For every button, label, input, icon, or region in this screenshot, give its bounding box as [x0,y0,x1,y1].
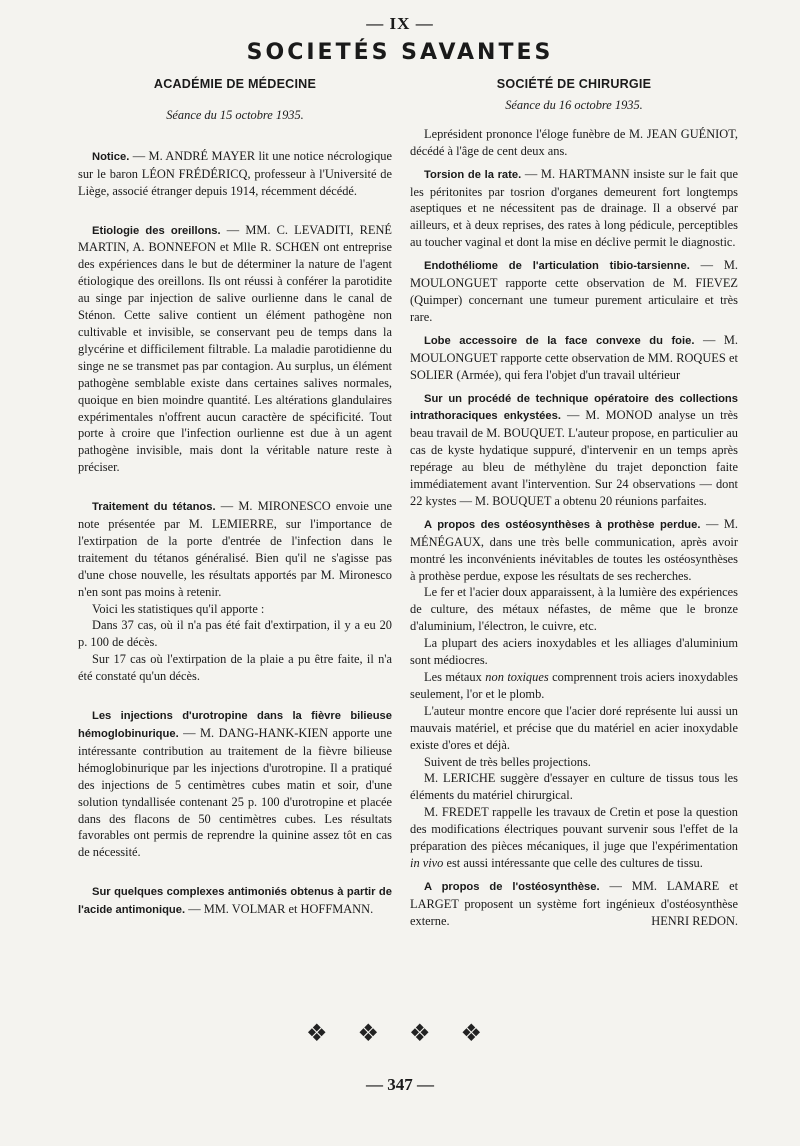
article-text: — M. MONOD analyse un très beau travail de M. BOUQUET. L'auteur propose, en particulier au cas de kyste hydatique suppuré, d'intervenir en un temps après repérage au bleu de méthylène du trajet deponction faite immédiatement avant l'intervention. Sur 24 observations — dont 22 kystes — M. BOUQUET a obtenu 20 réunions parfaites. [410,408,738,508]
academie-seance-date: Séance du 15 octobre 1935. [166,107,304,122]
article-heading: A propos de l'ostéosynthèse. [424,880,600,893]
article-text: La plupart des aciers inoxydables et les alliages d'aluminium sont médiocres. [410,636,738,668]
article-text: Dans 37 cas, où il n'a pas été fait d'extirpation, il y a eu 20 p. 100 de décès. [78,618,392,650]
article-osteosynthese [410,878,738,930]
article-heading: Lobe accessoire de la face convexe du foie. [424,334,695,347]
italic-run: non toxiques [485,670,549,684]
article-heading: Notice. [92,150,130,163]
article-text: Suivent de très belles projections. [424,754,591,769]
article-rate [410,166,738,252]
italic-run: in vivo [410,855,444,870]
roman-page-number: — IX — [366,14,434,33]
text-run: est aussi intéressante que celle des cultures de tissu. [443,855,703,870]
article-heading: Torsion de la rate. [424,168,522,181]
article-heading: A propos des ostéosynthèses à prothèse perdue. [424,518,701,531]
article-heading: Les injections d'urotropine dans la fièvre bilieuse hémoglobinurique. [78,710,392,740]
article-text: — MM. VOLMAR et HOFFMANN. [185,902,374,917]
text-run: comprennent trois aciers inoxydables seulement, l'or et le plomb. [410,670,738,701]
article-heading: Etiologie des oreillons. [92,224,221,237]
author-signature: HENRI REDON. [651,913,738,928]
article-text: — M. MOULONGUET rapporte cette observation de MM. ROQUES et SOLIER (Armée), qui fera l'objet d'un travail ultérieur [410,332,738,382]
article-heading: Sur un procédé de technique opératoire des collections intrathoraciques enkystées. [410,392,738,423]
chirurgie-seance-date: Séance du 16 octobre 1935. [505,97,643,112]
article-text: M. LERICHE suggère d'essayer en culture de tissus tous les éléments du matériel chirurgical. [410,771,738,803]
article-tetanos [78,498,392,600]
article-text: Sur 17 cas où l'extirpation de la plaie a pu être faite, il n'a été constaté qu'un décès. [78,652,392,684]
article-heading: Traitement du tétanos. [92,501,216,514]
chirurgie-heading: SOCIÉTÉ DE CHIRURGIE [496,77,652,91]
article-text: — MM. LAMARE et LARGET proposent un système fort ingénieux d'ostéosynthèse externe. [410,878,739,928]
article-text: — M. MOULONGUET rapporte cette observation de M. FIEVEZ (Quimper) concernant une tumeur purement articulaire et très rare. [410,258,738,324]
article-antimonies [78,883,392,919]
article-text: — M. ANDRÉ MAYER lit une notice nécrologique sur le baron LÉON FRÉDÉRICQ, professeur à l'Université de Liège, associé étranger depuis 1914, récemment décédé. [78,148,392,198]
article-text: — MM. C. LEVADITI, RENÉ MARTIN, A. BONNEFON et Mlle R. SCHŒN ont entreprise des expériences dans le but de déterminer la nature de l'agent étiologique des oreillons. Ils ont réussi à conférer la parotidite au singe par injection de salive ourlienne dans le canal de Sténon. Cette salive contient un élément pathogène non cultivable et invisible, se conservant peu de temps dans la glycérine et difficilement filtrable. La maladie parotidienne du singe ne se transmet pas par contagion. Au surplus, un élément pathogène semblable existe dans certaines salives normales, quoique en bien moindre quantité. Les altérations glandulaires expérimentales n'offrent aucun caractère de spécificité. Tout porte à croire que l'infection ourlienne est due à un agent pathogène invisible, mais dont la véritable nature reste à préciser. [78,222,392,475]
article-text [410,669,738,703]
article-text [410,804,738,872]
article-text: — M. MÉNÉGAUX, dans une très belle communication, après avoir montré les inconvénients inévitables de toutes les ostéosynthèses à prothèse perdue, expose les résultats de ses recherches. [410,516,738,583]
article-text: — M. DANG-HANK-KIEN apporte une intéressante contribution au traitement de la fièvre bilieuse hémoglobinurique par les injections d'urotropine. Il a pratiqué des injections de 5 centimètres cubes matin et soir, d'une solution tyndallisée contenant 25 p. 100 d'urotropine et placée dans des flacons de 50 centimètres cubes. Les résultats favorables ont permis de reprendre la quinine assez tôt en cas de nécessité. [78,726,392,860]
article-text: — M. HARTMANN insiste sur le fait que les péritonites par tosrion d'organes demeurent fort longtemps aseptiques et ne nécessitent pas de drainage. Il a observé par ailleurs, et à deux reprises, des rates à long pédicule, perceptibles au toucher vaginal et dont la mise en déclive permit le diagnostic. [410,166,738,250]
article-lobe [410,332,738,384]
ornament-divider: ❖ ❖ ❖ ❖ [305,1021,495,1047]
article-text: Voici les statistiques qu'il apporte : [92,601,265,616]
right-column [410,76,738,936]
article-endotheliome [410,257,738,326]
text-run: M. FREDET rappelle les travaux de Cretin et pose la question des modifications électriques pouvant survenir sous l'effet de la préparation des pièces mécaniques, il juge que l'expérimentation [410,805,738,854]
article-heading: Sur quelques complexes antimoniés obtenus à partir de l'acide antimonique. [78,886,392,917]
text-run: Les métaux [424,670,486,684]
article-urotropine [78,707,392,861]
article-heading: Endothéliome de l'articulation tibio-tarsienne. [424,260,690,273]
academie-heading: ACADÉMIE DE MÉDECINE [153,77,317,91]
page-number: — 347 — [366,1075,434,1094]
article-osteosyntheses [410,516,738,585]
left-column [78,76,392,941]
article-eloge: Leprésident prononce l'éloge funèbre de M. JEAN GUÉNIOT, décédé à l'âge de cent deux ans. [410,126,738,158]
article-oreillons [78,222,392,477]
article-notice [78,148,392,200]
article-text: — M. MIRONESCO envoie une note présentée par M. LEMIERRE, sur l'importance de l'extirpation de la porte d'entrée de l'infection dans le traitement du tétanos généralisé. Bien qu'il ne s'agisse pas d'une chose nouvelle, les résultats apportés par M. Mironesco n'en sont pas moins à retenir. [78,499,393,599]
article-collections [410,390,738,510]
article-text: Le fer et l'acier doux apparaissent, à la lumière des expériences de culture, des métaux néfastes, de même que le bronze d'aluminium, l'électron, le cuivre, etc. [410,585,738,634]
article-text: L'auteur montre encore que l'acier doré représente lui aussi un mauvais matériel, et précise que du matériel en acier inoxydable existe d'ores et déjà. [410,703,738,752]
section-title: SOCIETÉS SAVANTES [246,40,554,65]
